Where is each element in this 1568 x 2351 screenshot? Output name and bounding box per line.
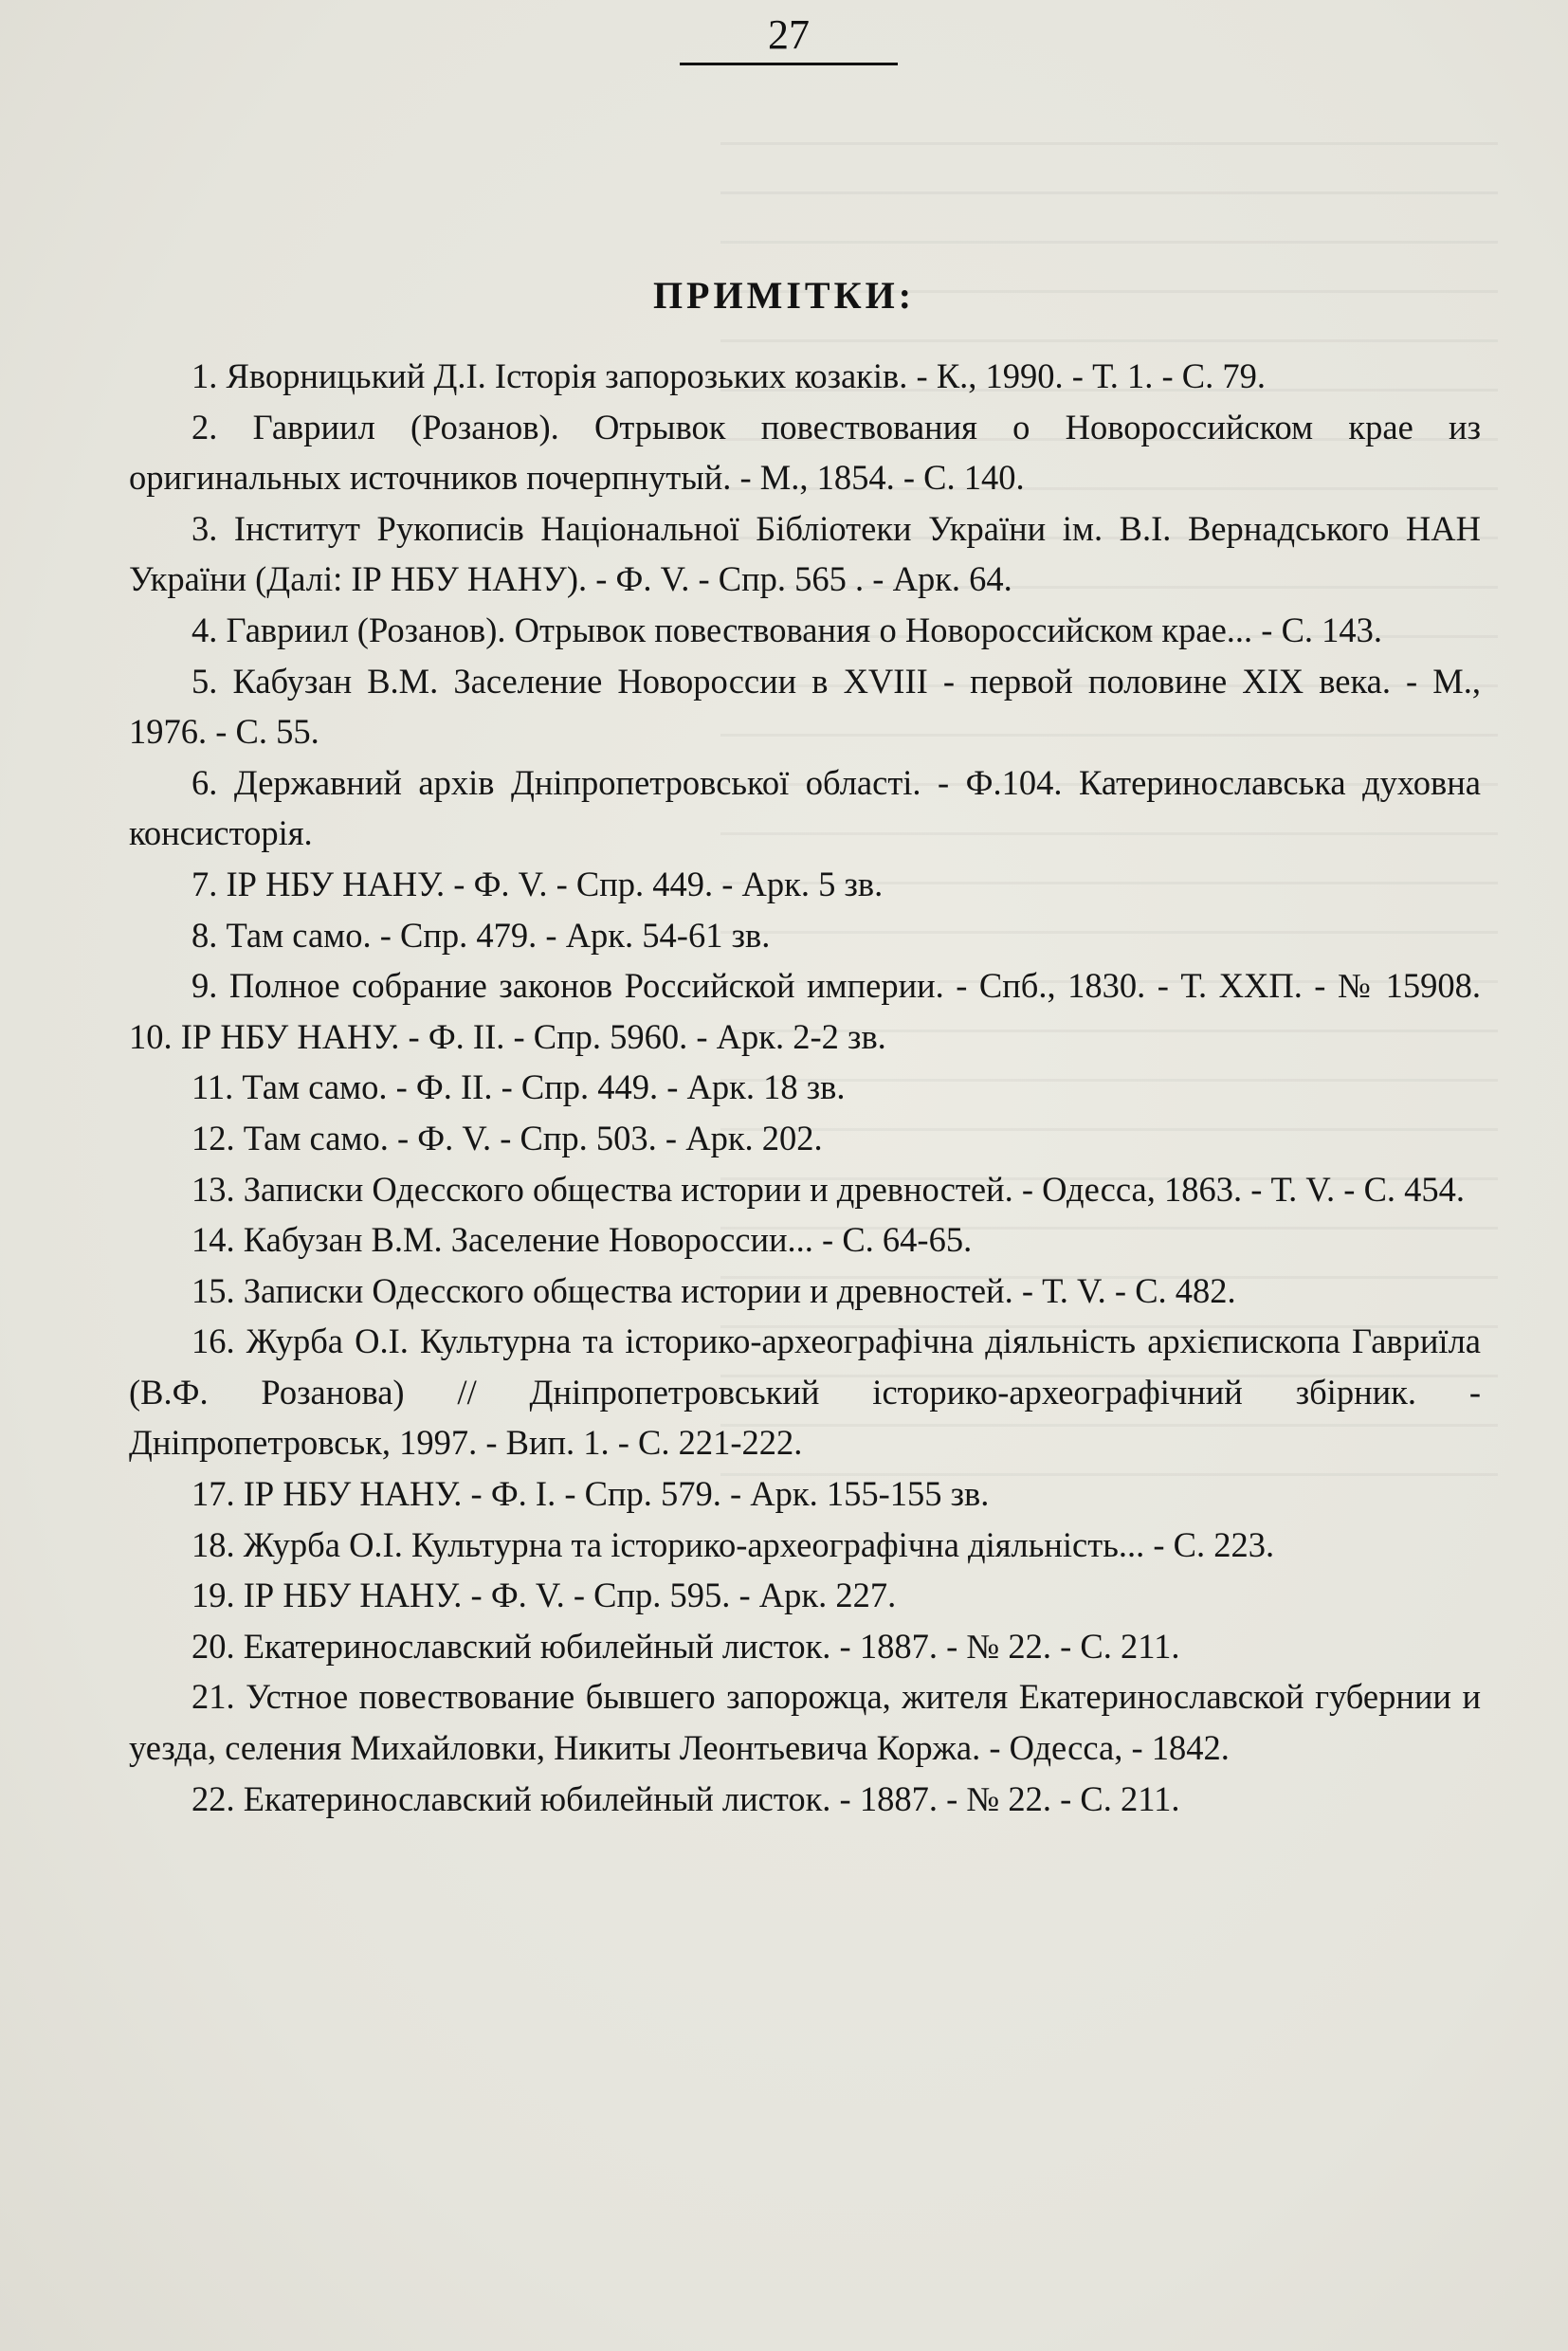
note-7: 7. ІР НБУ НАНУ. - Ф. V. - Спр. 449. - Арк. 5 зв. bbox=[191, 864, 884, 903]
note-4: 4. Гавриил (Розанов). Отрывок повествования о Новороссийском крае... - С. 143. bbox=[191, 610, 1383, 649]
note-15: 15. Записки Одесского общества истории и древностей. - Т. V. - С. 482. bbox=[191, 1270, 1236, 1310]
note-8: 8. Там само. - Спр. 479. - Арк. 54-61 зв. bbox=[191, 915, 771, 955]
note-21: 21. Устное повествование бывшего запорожца, жителя Екатеринославской губернии и уезда, селения Михайловки, Никиты Леонтьевича Коржа. - Одесса, - 1842. bbox=[129, 1677, 1481, 1768]
note-22: 22. Екатеринославский юбилейный листок. - 1887. - № 22. - С. 211. bbox=[191, 1778, 1180, 1818]
note-3: 3. Інститут Рукописів Національної Бібліотеки України ім. В.І. Вернадського НАН України (Далі: ІР НБУ НАНУ). - Ф. V. - Спр. 565 . - Арк. 64. bbox=[129, 508, 1481, 599]
note-11: 11. Там само. - Ф. II. - Спр. 449. - Арк. 18 зв. bbox=[191, 1067, 846, 1107]
note-1: 1. Яворницький Д.І. Історія запорозьких козаків. - К., 1990. - Т. 1. - С. 79. bbox=[191, 356, 1266, 395]
note-18: 18. Журба О.І. Культурна та історико-археографічна діяльність... - С. 223. bbox=[191, 1524, 1275, 1564]
note-5: 5. Кабузан В.М. Заселение Новороссии в XVIII - первой половине XIX века. - М., 1976. - С. 55. bbox=[129, 661, 1481, 752]
notes-list bbox=[129, 351, 1481, 1824]
note-16: 16. Журба О.І. Культурна та історико-археографічна діяльність архієпископа Гавриїла (В.Ф. Розанова) // Дніпропетровський історико-археографічний збірник. - Дніпропетровськ, 1997. - Вип. 1. - С. 221-222. bbox=[129, 1321, 1481, 1463]
note-20: 20. Екатеринославский юбилейный листок. - 1887. - № 22. - С. 211. bbox=[191, 1626, 1180, 1666]
page-number: 27 bbox=[768, 11, 810, 58]
note-13: 13. Записки Одесского общества истории и древностей. - Одесса, 1863. - Т. V. - С. 454. bbox=[191, 1169, 1466, 1209]
note-9: 9. Полное собрание законов Российской империи. - Спб., 1830. - Т. ХХП. - № 15908. 10. ІР НБУ НАНУ. - Ф. II. - Спр. 5960. - Арк. 2-2 зв. bbox=[129, 966, 1481, 1056]
page-number-underline bbox=[680, 63, 898, 65]
note-19: 19. ІР НБУ НАНУ. - Ф. V. - Спр. 595. - Арк. 227. bbox=[191, 1576, 897, 1615]
note-12: 12. Там само. - Ф. V. - Спр. 503. - Арк. 202. bbox=[191, 1118, 823, 1157]
notes-heading: ПРИМІТКИ: bbox=[652, 274, 916, 317]
note-14: 14. Кабузан В.М. Заселение Новороссии... - С. 64-65. bbox=[191, 1220, 973, 1260]
note-6: 6. Державний архів Дніпропетровської області. - Ф.104. Катеринославська духовна консисторія. bbox=[129, 762, 1481, 853]
note-17: 17. ІР НБУ НАНУ. - Ф. І. - Спр. 579. - Арк. 155-155 зв. bbox=[191, 1474, 990, 1514]
note-2: 2. Гавриил (Розанов). Отрывок повествования о Новороссийском крае из оригинальных источников почерпнутый. - М., 1854. - С. 140. bbox=[129, 407, 1481, 498]
